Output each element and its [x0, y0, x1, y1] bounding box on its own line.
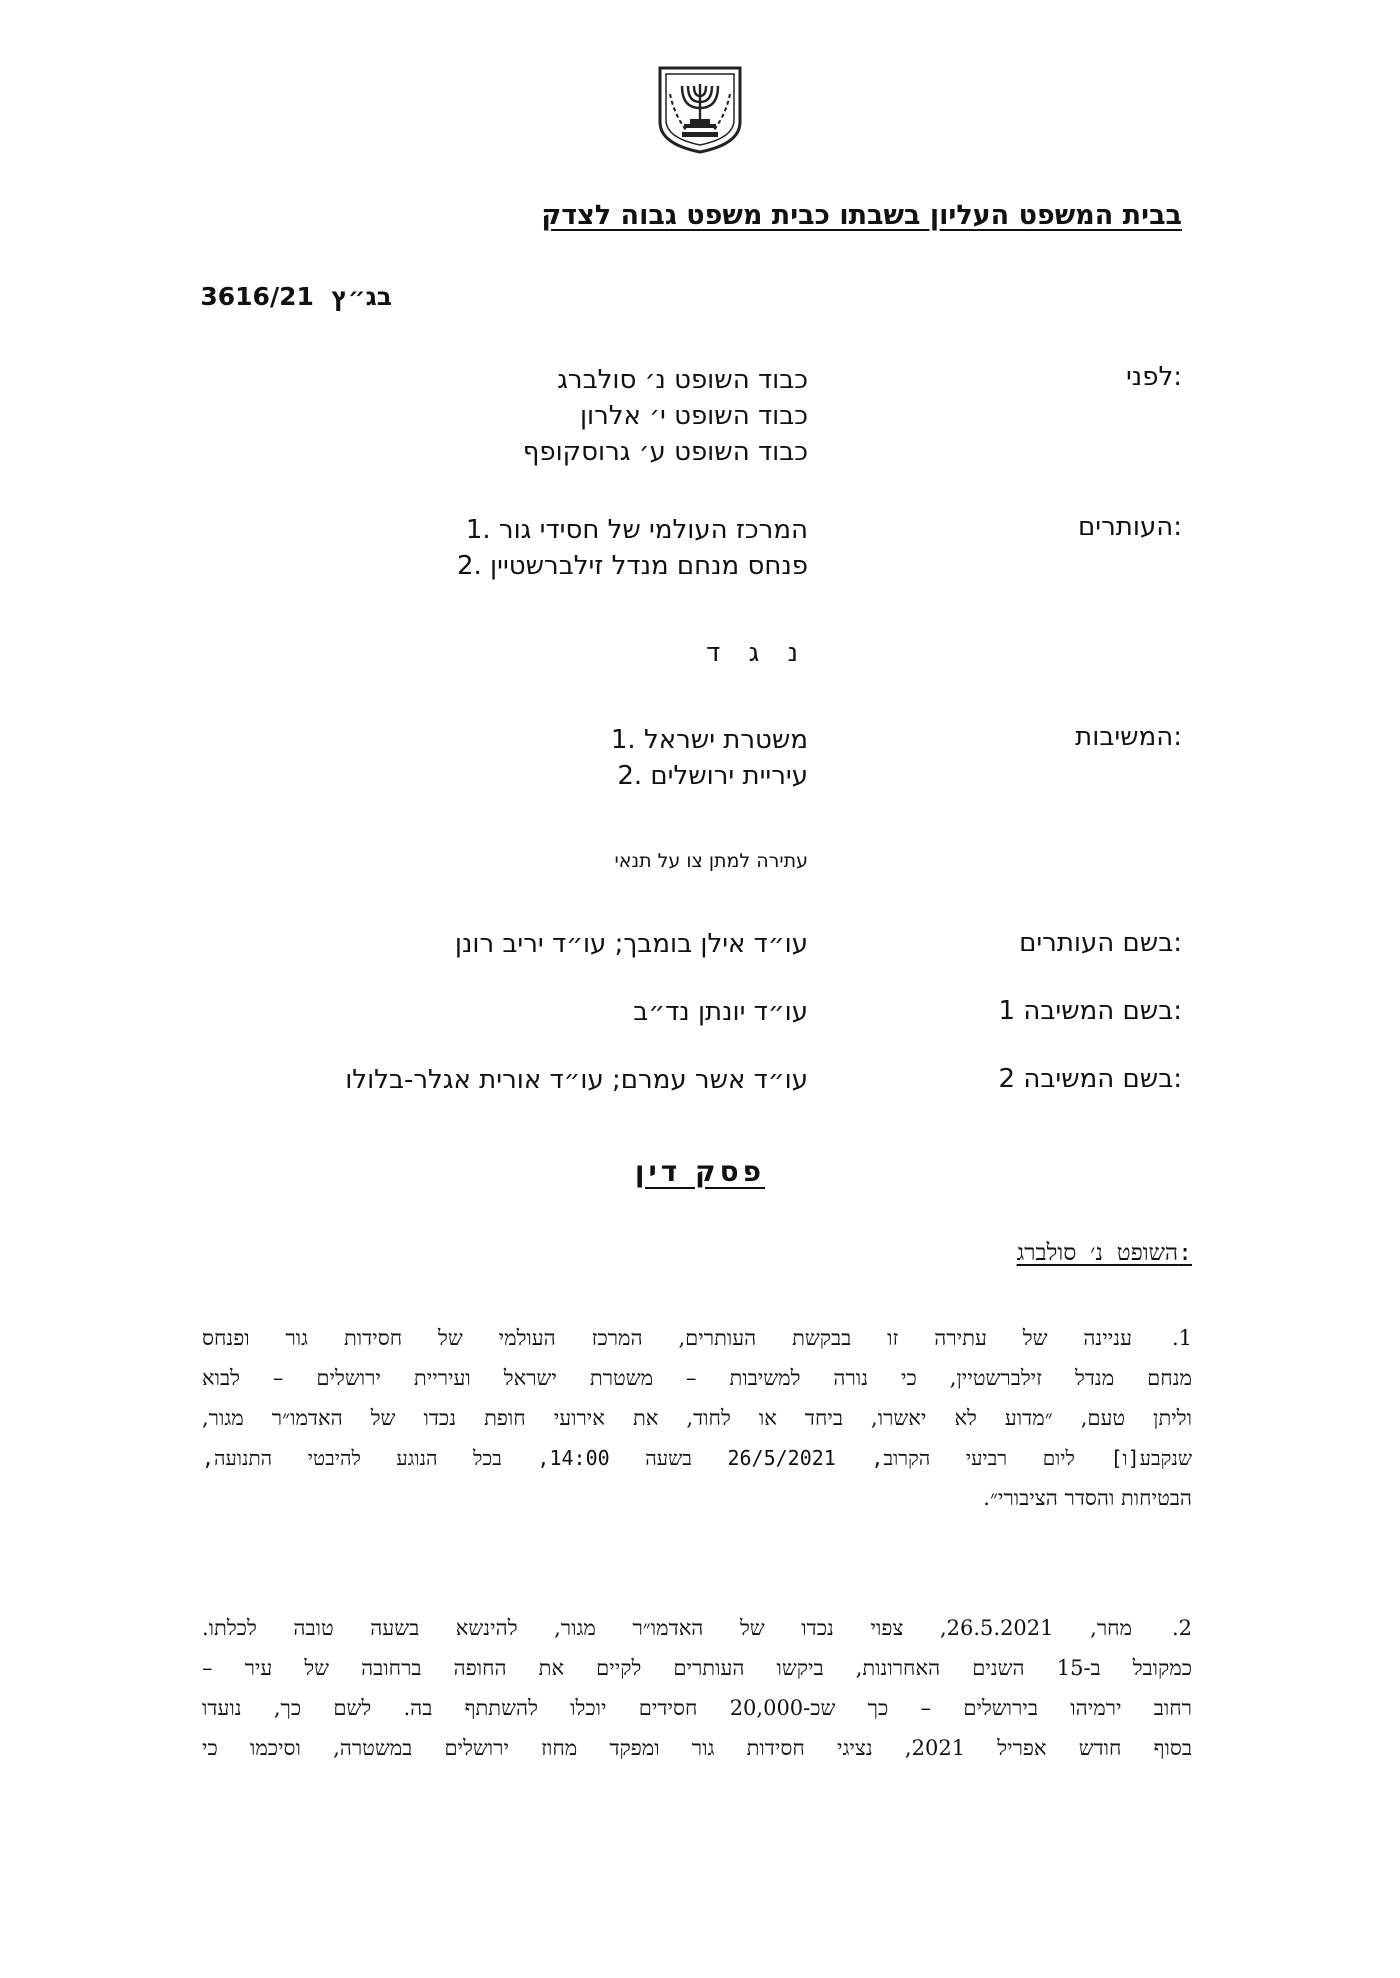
case-label: בג״ץ — [331, 282, 392, 311]
case-number-value: 3616/21 — [200, 282, 314, 311]
judge-heading: השופט נ׳ סולברג: — [1016, 1240, 1192, 1266]
paragraph-number: 2. — [1171, 1616, 1193, 1640]
respondents-list — [208, 722, 808, 794]
petition-subject: עתירה למתן צו על תנאי — [614, 850, 808, 872]
paragraph-line: שנקבע[ו] ליום רביעי הקרוב, 26/5/2021 בשעה 14:00, בכל הנוגע להיבטי התנועה, — [202, 1446, 1193, 1470]
paragraph-line: בסוף חודש אפריל 2021, נציגי חסידות גור ומפקד מחוז ירושלים במשטרה, וסיכמו כי — [202, 1736, 1192, 1760]
respondents-label: המשיבות: — [1075, 722, 1182, 752]
court-title: בבית המשפט העליון בשבתו כבית משפט גבוה לצדק — [541, 200, 1182, 231]
paragraph-line: רחוב ירמיהו בירושלים – כך שכ-20,000 חסידים יוכלו להשתתף בה. לשם כך, נועדו — [202, 1696, 1192, 1720]
case-number — [192, 282, 392, 311]
state-emblem-icon — [652, 64, 748, 154]
counsel-value: עו״ד יונתן נד״ב — [633, 997, 808, 1027]
paragraph-line: הבטיחות והסדר הציבורי״. — [983, 1486, 1192, 1510]
petitioners-label: העותרים: — [1078, 512, 1182, 542]
petitioners-list — [208, 512, 808, 584]
paragraph-line: מחר, 26.5.2021, צפוי נכדו של האדמו״ר מגור, להינשא בשעה טובה לכלתו. — [202, 1616, 1133, 1640]
judge-name: כבוד השופט נ׳ סולברג — [557, 365, 808, 395]
paragraph-1 — [202, 1318, 1192, 1518]
petitioner-item: 2. פנחס מנחם מנדל זילברשטיין — [456, 551, 808, 581]
counsel-label: בשם המשיבה 1: — [998, 996, 1182, 1026]
verdict-title: פסק דין — [634, 1155, 766, 1188]
paragraph-2 — [202, 1608, 1192, 1768]
respondent-item: 1. משטרת ישראל — [610, 725, 808, 755]
paragraph-line: וליתן טעם, ״מדוע לא יאשרו, ביחד או לחוד, את אירועי חופת נכדו של האדמו״ר מגור, — [202, 1406, 1192, 1430]
counsel-value: עו״ד אילן בומבך; עו״ד יריב רונן — [454, 929, 808, 959]
judge-name: כבוד השופט י׳ אלרון — [579, 401, 808, 431]
counsel-value: עו״ד אשר עמרם; עו״ד אורית אגלר-בלולו — [345, 1065, 808, 1095]
judge-name: כבוד השופט ע׳ גרוסקופף — [522, 437, 808, 467]
respondent-item: 2. עיריית ירושלים — [617, 761, 808, 791]
paragraph-number: 1. — [1171, 1326, 1192, 1350]
bench-label: לפני: — [1125, 362, 1182, 392]
petitioner-item: 1. המרכז העולמי של חסידי גור — [465, 515, 808, 545]
counsel-label: בשם המשיבה 2: — [998, 1064, 1182, 1094]
paragraph-line: כמקובל ב-15 השנים האחרונות, ביקשו העותרים לקיים את החופה ברחובה של עיר – — [202, 1656, 1192, 1680]
paragraph-line: עניינה של עתירה זו בבקשת העותרים, המרכז העולמי של חסידות גור ופנחס — [202, 1326, 1132, 1350]
bench-judges — [208, 362, 808, 470]
versus-label: נ ג ד — [706, 638, 808, 668]
counsel-label: בשם העותרים: — [1019, 928, 1182, 958]
paragraph-line: מנחם מנדל זילברשטיין, כי נורה למשיבות – משטרת ישראל ועיריית ירושלים – לבוא — [202, 1366, 1192, 1390]
